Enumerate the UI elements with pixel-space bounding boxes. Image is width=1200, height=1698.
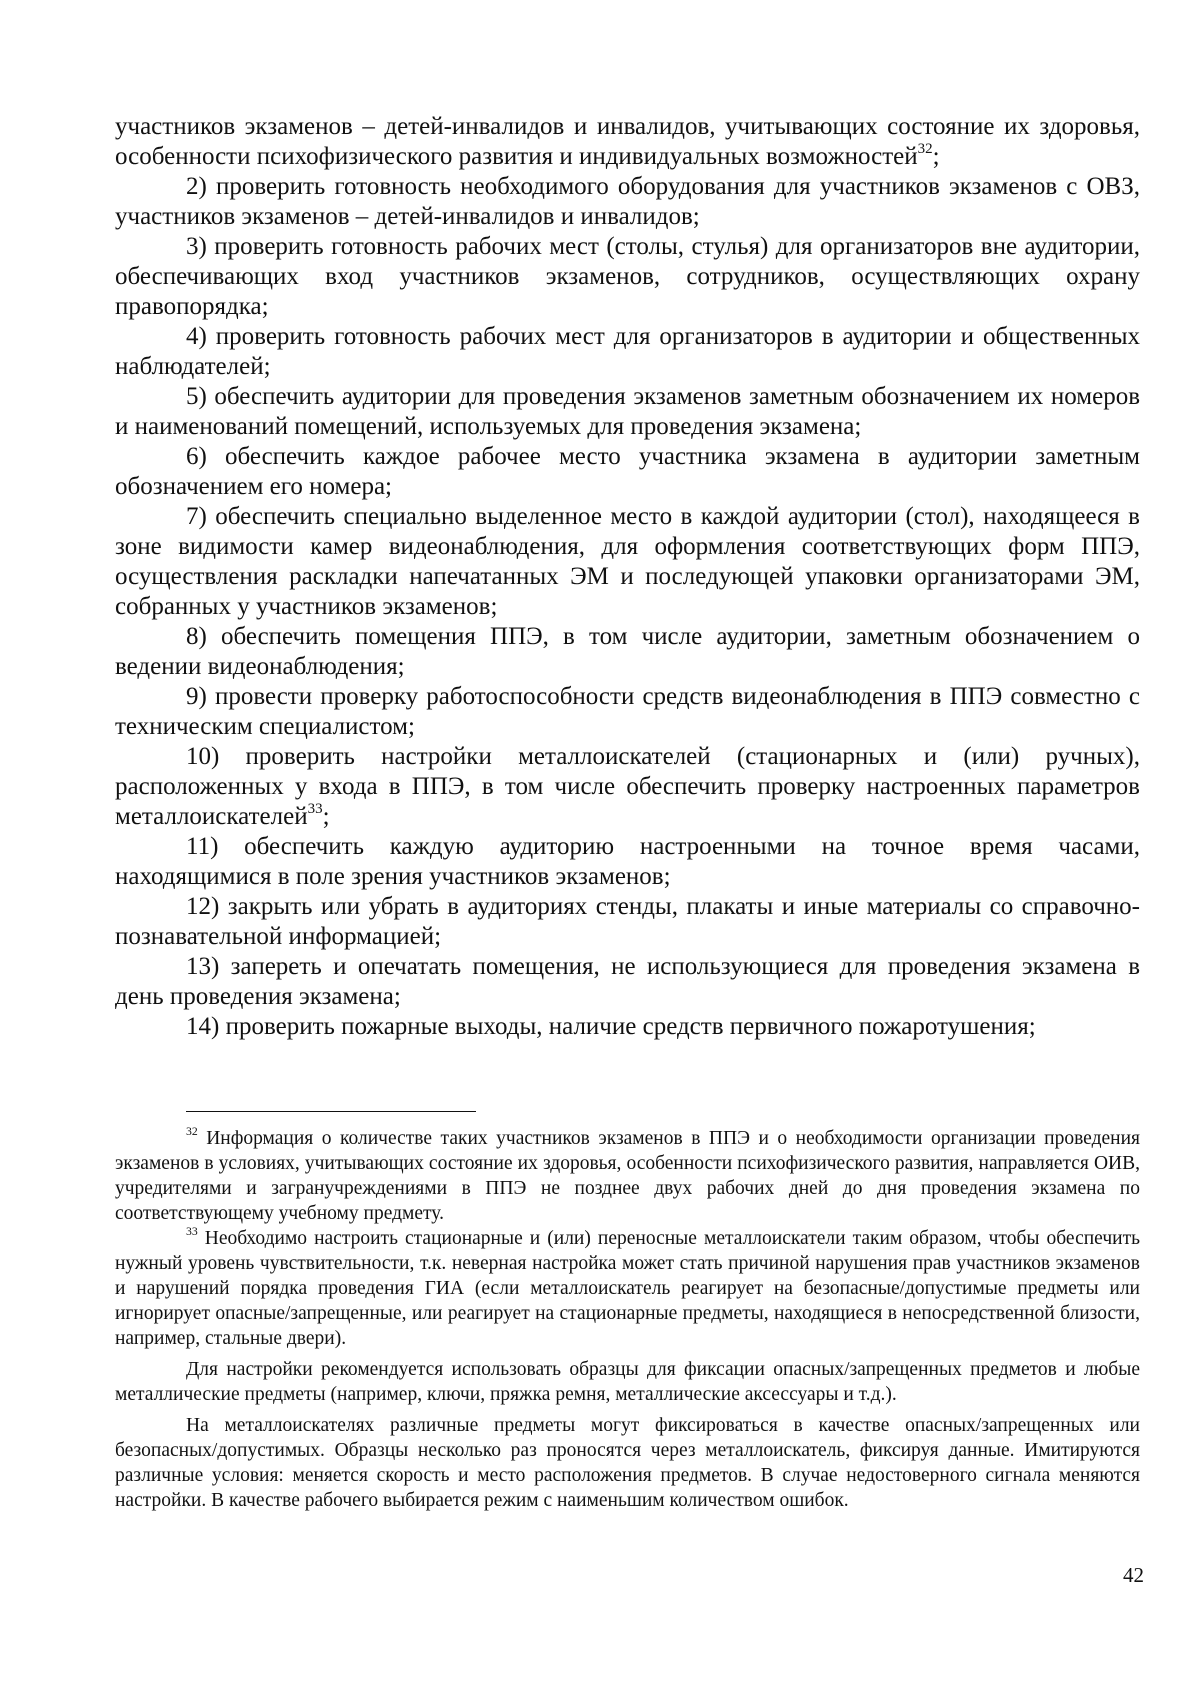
footnote-ref-32[interactable]: 32	[917, 140, 933, 157]
footnote-paragraph: На металлоискателях различные предметы могут фиксироваться в качестве опасных/запрещенных или безопасных/допустимых. Образцы несколько раз проносятся через металлоискатель, фиксируя данные. Имитируются различные условия: меняется скорость и место расположения предметов. В случае недостоверного сигнала меняются настройки. В качестве рабочего выбирается режим с наименьшим количеством ошибок.	[115, 1415, 1140, 1511]
footnote-33: $^{33}$ Необходимо настроить стационарные и (или) переносные металлоискатели таким образом, чтобы обеспечить нужный уровень чувствительности, т.к. неверная настройка может стать причиной нарушения прав участников экзаменов и нарушений порядка проведения ГИА (если металлоискатель реагирует на безопасные/допустимые предметы или игнорирует опасные/запрещенные, или реагирует на стационарные предметы, находящиеся в непосредственной близости, например, стальные двери).	[115, 1225, 1140, 1349]
list-item: 10) проверить настройки металлоискателей (стационарных и (или) ручных), расположенных у входа в ППЭ, в том числе обеспечить проверку настроенных параметров металлоискателей$^{33}$;	[115, 743, 1140, 830]
footnote-separator	[186, 1111, 476, 1112]
paragraph-continuation: участников экзаменов – детей-инвалидов и инвалидов, учитывающих состояние их здоровья, особенности психофизического развития и индивидуальных возможностей$^{32}$;	[115, 113, 1140, 170]
footnote-32: $^{32}$ Информация о количестве таких участников экзаменов в ППЭ и о необходимости организации проведения экзаменов в условиях, учитывающих состояние их здоровья, особенности психофизического развития, направляется ОИВ, учредителями и загранучреждениями в ППЭ не позднее двух рабочих дней до дня проведения экзамена по соответствующему учебному предмету.	[115, 1125, 1140, 1224]
list-item: 8) обеспечить помещения ППЭ, в том числе аудитории, заметным обозначением о ведении видеонаблюдения;	[115, 623, 1140, 680]
list-item: 11) обеспечить каждую аудиторию настроенными на точное время часами, находящимися в поле зрения участников экзаменов;	[115, 833, 1140, 890]
footnote-paragraph: Для настройки рекомендуется использовать образцы для фиксации опасных/запрещенных предметов и любые металлические предметы (например, ключи, пряжка ремня, металлические аксессуары и т.д.).	[115, 1359, 1140, 1405]
footnote-mark: 33	[186, 1225, 198, 1239]
list-item: 13) запереть и опечатать помещения, не использующиеся для проведения экзамена в день проведения экзамена;	[115, 953, 1140, 1010]
main-text	[115, 112, 1140, 1042]
footnote-mark: 32	[186, 1125, 198, 1139]
footnote-ref-33[interactable]: 33	[307, 800, 323, 817]
list-item: 7) обеспечить специально выделенное место в каждой аудитории (стол), находящееся в зоне видимости камер видеонаблюдения, для оформления соответствующих форм ППЭ, осуществления раскладки напечатанных ЭМ и последующей упаковки организаторами ЭМ, собранных у участников экзаменов;	[115, 503, 1140, 620]
list-item: 5) обеспечить аудитории для проведения экзаменов заметным обозначением их номеров и наименований помещений, используемых для проведения экзамена;	[115, 383, 1140, 440]
list-item: 4) проверить готовность рабочих мест для организаторов в аудитории и общественных наблюдателей;	[115, 323, 1140, 380]
list-item: 9) провести проверку работоспособности средств видеонаблюдения в ППЭ совместно с техническим специалистом;	[115, 683, 1140, 740]
list-item: 3) проверить готовность рабочих мест (столы, стулья) для организаторов вне аудитории, обеспечивающих вход участников экзаменов, сотрудников, осуществляющих охрану правопорядка;	[115, 233, 1140, 320]
page-number: 42	[1123, 1563, 1144, 1587]
footnotes	[115, 1126, 1140, 1513]
list-item: 12) закрыть или убрать в аудиториях стенды, плакаты и иные материалы со справочно-познавательной информацией;	[115, 893, 1140, 950]
list-item: 14) проверить пожарные выходы, наличие средств первичного пожаротушения;	[186, 1013, 1036, 1040]
list-item: 6) обеспечить каждое рабочее место участника экзамена в аудитории заметным обозначением его номера;	[115, 443, 1140, 500]
list-item: 2) проверить готовность необходимого оборудования для участников экзаменов с ОВЗ, участников экзаменов – детей-инвалидов и инвалидов;	[115, 173, 1140, 230]
